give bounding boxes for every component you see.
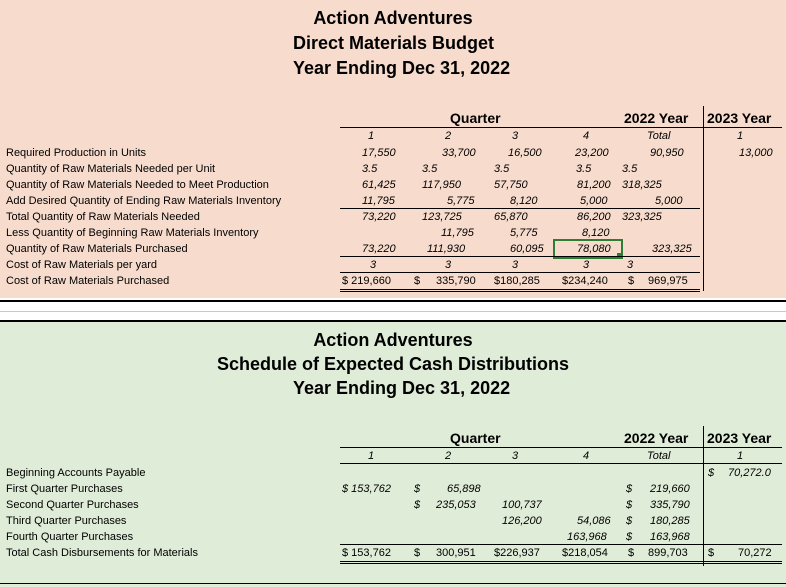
budget-row-label: Total Quantity of Raw Materials Needed	[6, 211, 200, 223]
budget-cell[interactable]: 323,325	[622, 211, 662, 223]
budget-row-label: Quantity of Raw Materials Needed per Unit	[6, 163, 216, 175]
budget-total[interactable]: 335,790	[436, 275, 476, 287]
budget-cell[interactable]: 3.5	[576, 163, 592, 175]
budget-total[interactable]: $180,285	[494, 275, 540, 287]
cash-cell[interactable]: 65,898	[447, 483, 481, 495]
budget-cell[interactable]: 5,775	[510, 227, 538, 239]
budget-cell[interactable]: 318,325	[622, 179, 662, 191]
budget-cell[interactable]: 117,950	[422, 179, 461, 191]
cash-dollar: $	[626, 499, 633, 511]
cash-row-label: Second Quarter Purchases	[6, 499, 139, 511]
budget-cell[interactable]: 73,220	[362, 243, 396, 255]
budget-cell[interactable]: 61,425	[362, 179, 396, 191]
cash-cell[interactable]: 70,272.0	[728, 467, 771, 479]
budget-cell[interactable]: 8,120	[582, 227, 610, 239]
budget-cell[interactable]: 11,795	[441, 227, 474, 239]
budget-cell[interactable]: 23,200	[575, 147, 609, 159]
budget-row-label: Cost of Raw Materials per yard	[6, 259, 157, 271]
budget-cell[interactable]: 65,870	[494, 211, 528, 223]
cash-total[interactable]: $218,054	[562, 547, 608, 559]
budget-cell[interactable]: 3.5	[422, 163, 438, 175]
budget-total-dollar: $	[628, 275, 635, 287]
budget-cell[interactable]: 57,750	[494, 179, 528, 191]
budget-cell[interactable]: 5,775	[447, 195, 475, 207]
budget-cell[interactable]: 111,930	[427, 243, 466, 255]
budget-cell[interactable]: 13,000	[739, 147, 773, 159]
cash-row-label: Total Cash Disbursements for Materials	[6, 547, 198, 559]
budget-cell[interactable]: 3	[512, 259, 519, 271]
budget-cell[interactable]: 3.5	[362, 163, 378, 175]
budget-col-next-q1: 1	[737, 130, 744, 142]
budget-period: Year Ending Dec 31, 2022	[293, 58, 511, 78]
budget-row-label: Add Desired Quantity of Ending Raw Materials Inventory	[6, 195, 282, 207]
budget-row-label: Less Quantity of Beginning Raw Materials Inventory	[6, 227, 259, 239]
budget-cell[interactable]: 3.5	[622, 163, 638, 175]
budget-cell[interactable]: 11,795	[362, 195, 395, 207]
budget-total[interactable]: 969,975	[648, 275, 688, 287]
cash-cell[interactable]: 163,968	[650, 531, 690, 543]
budget-cell[interactable]: 3	[445, 259, 452, 271]
budget-col-q1: 1	[368, 130, 375, 142]
budget-col-total: Total	[647, 130, 671, 142]
cash-cell[interactable]: 100,737	[502, 499, 542, 511]
budget-year-header: 2022 Year	[624, 110, 689, 126]
budget-row-label: Quantity of Raw Materials Purchased	[6, 243, 188, 255]
cash-total[interactable]: $226,937	[494, 547, 540, 559]
cash-cell[interactable]: 335,790	[650, 499, 690, 511]
cash-col-q3: 3	[512, 450, 519, 462]
cash-company: Action Adventures	[313, 330, 473, 350]
cash-row-label: First Quarter Purchases	[6, 483, 123, 495]
cash-cell[interactable]: 163,968	[567, 531, 607, 543]
cash-total[interactable]: 70,272	[738, 547, 772, 559]
budget-cell[interactable]: 60,095	[510, 243, 544, 255]
budget-cell[interactable]: 16,500	[508, 147, 542, 159]
budget-cell[interactable]: 33,700	[442, 147, 476, 159]
cash-total[interactable]: 899,703	[648, 547, 688, 559]
budget-row-label: Quantity of Raw Materials Needed to Meet Production	[6, 179, 269, 191]
cash-cell[interactable]: 126,200	[502, 515, 542, 527]
cash-dollar: $	[708, 467, 715, 479]
cash-period: Year Ending Dec 31, 2022	[293, 378, 511, 398]
cash-total[interactable]: $ 153,762	[342, 547, 391, 559]
cash-total[interactable]: 300,951	[436, 547, 476, 559]
budget-cell[interactable]: 8,120	[510, 195, 538, 207]
budget-cell[interactable]: 323,325	[652, 243, 692, 255]
budget-col-q2: 2	[445, 130, 452, 142]
budget-cell[interactable]: 3	[583, 259, 590, 271]
budget-col-q3: 3	[512, 130, 519, 142]
cash-col-q1: 1	[368, 450, 375, 462]
cash-row-label: Fourth Quarter Purchases	[6, 531, 134, 543]
cash-next-year-header: 2023 Year	[707, 430, 772, 446]
cash-dollar: $	[414, 499, 421, 511]
cash-row-label: Third Quarter Purchases	[6, 515, 127, 527]
cash-cell[interactable]: 235,053	[436, 499, 476, 511]
cash-col-total: Total	[647, 450, 671, 462]
cash-quarter-header: Quarter	[450, 430, 501, 446]
cash-dollar: $	[628, 547, 635, 559]
cash-title: Schedule of Expected Cash Distributions	[216, 354, 570, 374]
cash-dollar: $	[626, 483, 633, 495]
cash-col-q4: 4	[583, 450, 590, 462]
cash-cell[interactable]: 180,285	[650, 515, 690, 527]
budget-cell[interactable]: 17,550	[362, 147, 396, 159]
cash-cell[interactable]: 54,086	[577, 515, 611, 527]
budget-company: Action Adventures	[313, 8, 473, 28]
budget-cell[interactable]: 3.5	[494, 163, 510, 175]
budget-next-year-header: 2023 Year	[707, 110, 772, 126]
cash-cell[interactable]: $ 153,762	[342, 483, 391, 495]
cash-distributions-panel	[0, 322, 786, 587]
cash-dollar: $	[626, 531, 633, 543]
budget-cell[interactable]: 5,000	[655, 195, 683, 207]
budget-cell[interactable]: 90,950	[650, 147, 684, 159]
budget-col-q4: 4	[583, 130, 590, 142]
budget-row-label: Required Production in Units	[6, 147, 147, 159]
budget-total[interactable]: $234,240	[562, 275, 608, 287]
budget-cell[interactable]: 73,220	[362, 211, 396, 223]
cash-row-label: Beginning Accounts Payable	[6, 467, 146, 479]
budget-cell[interactable]: 81,200	[577, 179, 611, 191]
cash-year-header: 2022 Year	[624, 430, 689, 446]
budget-quarter-header: Quarter	[450, 110, 501, 126]
cash-dollar: $	[414, 483, 421, 495]
cash-dollar: $	[708, 547, 715, 559]
budget-cell[interactable]: 5,000	[580, 195, 608, 207]
budget-title: Direct Materials Budget	[293, 33, 495, 53]
cash-dollar: $	[414, 547, 421, 559]
cash-dollar: $	[626, 515, 633, 527]
budget-cell[interactable]: 86,200	[577, 211, 611, 223]
budget-cell[interactable]: 3	[627, 259, 634, 271]
budget-row-label: Cost of Raw Materials Purchased	[6, 275, 170, 287]
budget-total[interactable]: $ 219,660	[342, 275, 391, 287]
budget-total-dollar: $	[414, 275, 421, 287]
budget-cell[interactable]: 3	[370, 259, 377, 271]
cash-col-next-q1: 1	[737, 450, 744, 462]
budget-cell-selected[interactable]: 78,080	[577, 243, 611, 255]
budget-cell[interactable]: 123,725	[422, 211, 462, 223]
cash-col-q2: 2	[445, 450, 452, 462]
cash-cell[interactable]: 219,660	[650, 483, 690, 495]
